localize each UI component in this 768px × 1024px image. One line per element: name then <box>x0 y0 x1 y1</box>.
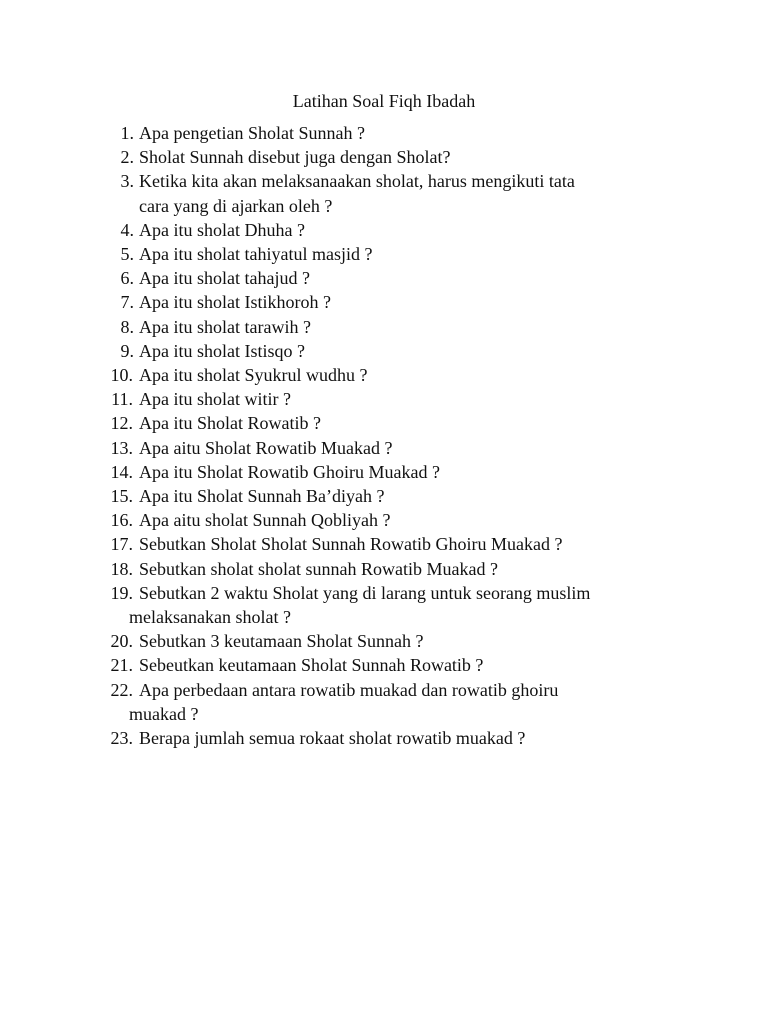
question-number: 20. <box>110 631 133 652</box>
question-number: 22. <box>110 679 133 700</box>
question-number: 1. <box>120 123 134 143</box>
question-text: Apa itu Sholat Rowatib Ghoiru Muakad ? <box>139 461 440 482</box>
question-item <box>96 411 696 435</box>
question-item <box>96 629 696 653</box>
question-text: Sebutkan 2 waktu Sholat yang di larang untuk seorang muslim <box>139 582 591 603</box>
question-text: Apa itu sholat tahiyatul masjid ? <box>139 244 373 265</box>
question-text: Sebutkan sholat sholat sunnah Rowatib Muakad ? <box>139 558 498 579</box>
question-number: 14. <box>110 461 133 482</box>
question-text: Apa itu sholat Istisqo ? <box>139 340 305 361</box>
question-text: Sebutkan Sholat Sholat Sunnah Rowatib Ghoiru Muakad ? <box>139 534 563 555</box>
question-text-continuation: muakad ? <box>129 703 199 724</box>
question-number: 15. <box>110 486 133 507</box>
question-number: 16. <box>110 510 133 531</box>
question-item <box>96 484 696 508</box>
question-text: Apa itu sholat tarawih ? <box>139 316 311 337</box>
question-item <box>96 218 696 242</box>
question-item <box>96 169 696 217</box>
question-item <box>96 508 696 532</box>
question-text: Apa itu sholat tahajud ? <box>139 268 310 289</box>
question-item <box>96 557 696 581</box>
document-title: Latihan Soal Fiqh Ibadah <box>292 91 476 111</box>
question-item <box>96 532 696 556</box>
question-item <box>96 339 696 363</box>
question-item <box>96 387 696 411</box>
question-number: 23. <box>110 728 133 749</box>
question-text: Apa itu Sholat Rowatib ? <box>139 413 321 434</box>
question-item <box>96 363 696 387</box>
question-number: 13. <box>110 437 133 458</box>
question-number: 5. <box>120 244 134 265</box>
question-list <box>96 121 696 750</box>
question-text: Berapa jumlah semua rokaat sholat rowatib muakad ? <box>139 728 526 749</box>
question-number: 18. <box>110 558 133 579</box>
question-item <box>96 145 696 169</box>
question-item <box>96 726 696 750</box>
question-number: 11. <box>111 389 133 410</box>
question-item <box>96 653 696 677</box>
question-number: 19. <box>110 582 133 603</box>
question-number: 2. <box>120 147 134 168</box>
question-number: 12. <box>110 413 133 434</box>
question-text-continuation: cara yang di ajarkan oleh ? <box>139 195 333 216</box>
question-text: Apa aitu Sholat Rowatib Muakad ? <box>139 437 393 458</box>
question-text: Apa pengetian Sholat Sunnah ? <box>139 123 365 143</box>
question-item <box>96 436 696 460</box>
question-number: 3. <box>120 171 134 192</box>
question-number: 4. <box>120 219 134 240</box>
question-text: Sebeutkan keutamaan Sholat Sunnah Rowatib ? <box>139 655 484 676</box>
question-item <box>96 581 696 629</box>
question-text: Apa aitu sholat Sunnah Qobliyah ? <box>139 510 391 531</box>
question-item <box>96 266 696 290</box>
question-text: Sebutkan 3 keutamaan Sholat Sunnah ? <box>139 631 424 652</box>
question-item <box>96 315 696 339</box>
question-item <box>96 242 696 266</box>
question-item <box>96 290 696 314</box>
question-text: Apa itu sholat Istikhoroh ? <box>139 292 331 313</box>
question-item <box>96 460 696 484</box>
question-number: 7. <box>120 292 134 313</box>
question-number: 6. <box>120 268 134 289</box>
question-text: Apa itu sholat Syukrul wudhu ? <box>139 365 368 386</box>
question-text-continuation: melaksanakan sholat ? <box>129 607 291 628</box>
question-text: Apa itu sholat Dhuha ? <box>139 219 305 240</box>
question-number: 9. <box>120 340 134 361</box>
question-text: Apa perbedaan antara rowatib muakad dan rowatib ghoiru <box>139 679 559 700</box>
question-item <box>96 678 696 726</box>
question-text: Ketika kita akan melaksanaakan sholat, harus mengikuti tata <box>139 171 575 192</box>
question-number: 21. <box>110 655 133 676</box>
question-text: Apa itu sholat witir ? <box>139 389 291 410</box>
question-number: 10. <box>110 365 133 386</box>
question-text: Apa itu Sholat Sunnah Ba’diyah ? <box>139 486 385 507</box>
question-number: 17. <box>110 534 133 555</box>
question-text: Sholat Sunnah disebut juga dengan Sholat? <box>139 147 451 168</box>
question-item <box>96 121 696 145</box>
question-number: 8. <box>120 316 134 337</box>
